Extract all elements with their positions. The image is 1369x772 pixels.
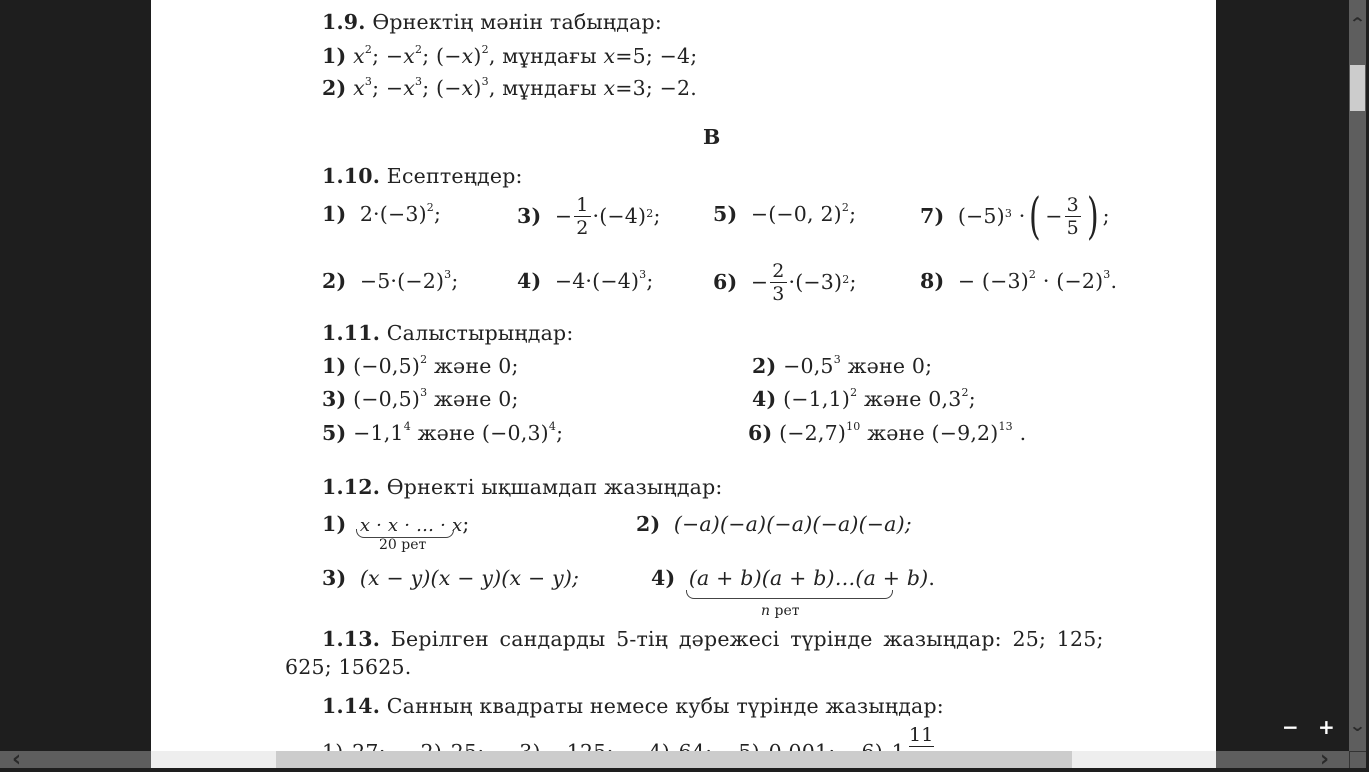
math-text: −1,1 — [353, 421, 404, 445]
math-text: · (−2) — [1036, 269, 1104, 293]
math-text: ; − — [372, 44, 404, 68]
exponent: 2 — [415, 43, 423, 57]
math-text: ; (− — [422, 76, 462, 100]
numerator: 2 — [772, 259, 785, 282]
math-text: · — [1018, 204, 1026, 228]
math-expression: (−a)(−a)(−a)(−a)(−a); — [673, 512, 912, 536]
math-var: x — [461, 76, 474, 100]
exponent: 2 — [420, 353, 428, 367]
exercise-1-10-item-6: 6) − $\frac{2}{3}$ ·(−3) $^2$ ; — [713, 259, 857, 305]
math-text: (−0,5) — [353, 354, 421, 378]
numerator: 1 — [576, 193, 589, 216]
math-text: ; (− — [422, 44, 462, 68]
exercise-1-13-line-2: 625; 15625. — [285, 655, 412, 679]
math-text: ) — [473, 76, 482, 100]
exponent: 2 — [481, 43, 489, 57]
item-label: 1) — [322, 44, 347, 68]
item-label: 3) — [322, 566, 347, 590]
item-label: 4) — [752, 387, 777, 411]
vertical-scroll-thumb[interactable] — [1350, 65, 1365, 111]
exercise-1-10-item-4 — [517, 269, 653, 293]
exponent: 10 — [846, 420, 861, 434]
exponent: 3 — [415, 75, 423, 89]
math-text: ; — [462, 512, 470, 536]
math-text: және (−9,2) — [860, 421, 999, 445]
exponent: 3 — [444, 268, 452, 282]
exercise-number: 1.14. — [322, 694, 381, 718]
scrollbar-corner — [1349, 751, 1366, 768]
math-text: ; — [451, 269, 459, 293]
math-text: ; — [849, 270, 857, 294]
math-text: − — [750, 270, 769, 294]
item-label: 2) — [322, 76, 347, 100]
exercise-number: 1.9. — [322, 10, 366, 34]
exponent: 13 — [998, 420, 1013, 434]
math-var: n — [761, 603, 771, 619]
math-text: . — [928, 566, 936, 590]
math-text: және 0,3 — [857, 387, 962, 411]
item-label: 3) — [322, 387, 347, 411]
exponent: 4 — [548, 420, 557, 434]
item-label: 6) — [713, 270, 738, 294]
exponent: 2 — [850, 386, 858, 400]
section-letter: B — [703, 125, 721, 149]
fraction — [574, 194, 590, 239]
item-label: 1) — [322, 202, 347, 226]
scroll-down-arrow-icon[interactable]: ⌄ — [1348, 716, 1367, 735]
exponent: 2 — [841, 201, 850, 215]
exercise-text: Берілген сандарды 5-тің дәрежесі түрінде жазыңдар: 25; 125; — [390, 627, 1104, 651]
math-text: . — [1012, 421, 1027, 445]
math-text: ; — [646, 269, 654, 293]
math-text: рет — [770, 603, 800, 619]
math-var: x — [403, 44, 416, 68]
math-text: (−2,7) — [779, 421, 847, 445]
exercise-1-11-item-6 — [748, 421, 1026, 445]
item-label: 4) — [517, 269, 542, 293]
exercise-1-10-item-1 — [322, 202, 441, 226]
exponent: 4 — [403, 420, 411, 434]
exponent: 2 — [426, 201, 434, 215]
math-text: −4·(−4) — [554, 269, 640, 293]
math-text: (−1,1) — [783, 387, 851, 411]
math-text: ·(−3) — [788, 270, 843, 294]
math-text: −0,5 — [783, 354, 834, 378]
math-text: ) — [473, 44, 482, 68]
exercise-1-12-heading — [322, 475, 723, 499]
exercise-number: 1.10. — [322, 164, 381, 188]
math-text: (−5) — [957, 204, 1005, 228]
math-text: −(−0, 2) — [750, 202, 842, 226]
item-label: 4) — [651, 566, 676, 590]
underbrace — [686, 590, 893, 599]
right-paren: ) — [1086, 187, 1099, 245]
math-text: ; — [556, 421, 564, 445]
exercise-1-12-item-3 — [322, 566, 579, 590]
math-text: , мұндағы — [488, 76, 604, 100]
exercise-1-10-heading — [322, 164, 523, 188]
zoom-in-button[interactable]: + — [1318, 715, 1335, 739]
math-expression: x · x · … · x — [359, 515, 463, 536]
math-var: x — [461, 44, 474, 68]
math-text: ; — [434, 202, 442, 226]
exponent: 3 — [364, 75, 373, 89]
numerator: 11 — [909, 724, 934, 746]
item-label: 3) — [517, 204, 542, 228]
item-label: 2) — [322, 269, 347, 293]
item-label: 5) — [322, 421, 347, 445]
horizontal-scroll-thumb[interactable] — [276, 751, 1072, 768]
math-text: , мұндағы — [488, 44, 604, 68]
left-paren: ( — [1029, 187, 1042, 245]
math-text: ; − — [372, 76, 404, 100]
exercise-1-11-item-4 — [752, 387, 976, 411]
exercise-1-10-item-5 — [713, 202, 856, 226]
horizontal-scrollbar[interactable] — [0, 747, 1349, 772]
math-text: ; — [653, 204, 661, 228]
exercise-1-13-line-1 — [322, 627, 1104, 651]
denominator: 3 — [772, 282, 785, 305]
item-label: 2) — [752, 354, 777, 378]
math-text: − — [1045, 204, 1063, 228]
exercise-1-11-heading — [322, 321, 573, 345]
math-var: x — [353, 76, 365, 100]
math-var: x — [353, 44, 365, 68]
exercise-1-10-item-3: 3) − $\frac{1}{2}$ ·(−4) $^2$ ; — [517, 193, 661, 239]
math-text: және 0; — [427, 354, 519, 378]
math-text: ; — [849, 202, 857, 226]
exercise-title: Санның квадраты немесе кубы түрінде жазыңдар: — [386, 694, 944, 718]
exercise-1-12-item-2 — [636, 512, 912, 536]
math-text: ; — [968, 387, 976, 411]
exponent: 3 — [481, 75, 489, 89]
exponent: 2 — [961, 386, 969, 400]
item-label: 8) — [920, 269, 945, 293]
math-text: ·(−4) — [592, 204, 647, 228]
scroll-right-arrow-icon[interactable]: › — [1320, 747, 1330, 772]
underbrace-label: 20 рет — [379, 537, 427, 553]
exercise-1-11-item-3 — [322, 387, 519, 411]
math-text: . — [1110, 269, 1118, 293]
exponent: 3 — [833, 353, 841, 367]
exercise-title: Салыстырыңдар: — [386, 321, 574, 345]
math-var: x — [403, 76, 416, 100]
document-page — [151, 0, 1216, 751]
exercise-1-14-heading — [322, 694, 944, 718]
exponent: 3 — [420, 386, 428, 400]
exercise-1-10-item-7: 7) (−5) $^3$ · ( − $\frac{3}{5}$ ) ; — [920, 187, 1110, 245]
math-text: және (−0,3) — [410, 421, 549, 445]
math-text: және 0; — [427, 387, 519, 411]
exercise-1-10-item-2 — [322, 269, 458, 293]
exercise-1-9-heading — [322, 10, 662, 34]
exercise-number: 1.11. — [322, 321, 381, 345]
zoom-out-button[interactable]: − — [1282, 715, 1299, 739]
math-text: және 0; — [840, 354, 933, 378]
math-text: (−0,5) — [353, 387, 421, 411]
exponent: 2 — [364, 43, 373, 57]
exponent: 3 — [1103, 268, 1111, 282]
exercise-1-11-item-5 — [322, 421, 563, 445]
exercise-1-12-item-4 — [651, 566, 935, 590]
scroll-left-arrow-icon[interactable]: ‹ — [12, 747, 22, 772]
item-label: 6) — [748, 421, 773, 445]
exponent: 3 — [639, 268, 647, 282]
math-var: x — [603, 76, 616, 100]
exercise-title: Өрнектің мәнін табыңдар: — [372, 10, 662, 34]
exercise-number: 1.12. — [322, 475, 381, 499]
item-label: 1) — [322, 512, 347, 536]
exercise-1-11-item-1 — [322, 354, 519, 378]
item-label: 5) — [713, 202, 738, 226]
math-text: =5; −4; — [615, 44, 698, 68]
math-expression: (x − y)(x − y)(x − y); — [359, 566, 580, 590]
math-text: ; — [1102, 204, 1110, 228]
item-label: 7) — [920, 204, 945, 228]
numerator: 3 — [1066, 193, 1079, 216]
denominator: 5 — [1066, 216, 1079, 239]
math-text: −5·(−2) — [359, 269, 445, 293]
exercise-title: Өрнекті ықшамдап жазыңдар: — [386, 475, 723, 499]
math-text: =3; −2. — [615, 76, 697, 100]
item-label: 1) — [322, 354, 347, 378]
exercise-1-9-item-2 — [322, 76, 697, 100]
exercise-title: Есептеңдер: — [386, 164, 523, 188]
math-var: x — [603, 44, 616, 68]
denominator: 2 — [576, 216, 589, 239]
exercise-1-10-item-8 — [920, 269, 1117, 293]
underbrace-label — [761, 603, 799, 619]
math-expression: (a + b)(a + b)…(a + b) — [688, 566, 929, 590]
fraction — [770, 260, 786, 305]
scroll-up-arrow-icon[interactable]: ⌃ — [1348, 14, 1367, 33]
exercise-1-9-item-1 — [322, 44, 697, 68]
exercise-1-11-item-2 — [752, 354, 932, 378]
math-text: − — [554, 204, 573, 228]
math-text: − (−3) — [957, 269, 1029, 293]
item-label: 2) — [636, 512, 661, 536]
exercise-number: 1.13. — [322, 627, 381, 651]
fraction — [1065, 194, 1081, 239]
exponent: 2 — [1028, 268, 1037, 282]
vertical-scrollbar[interactable] — [1349, 0, 1366, 751]
math-text: 2·(−3) — [359, 202, 427, 226]
